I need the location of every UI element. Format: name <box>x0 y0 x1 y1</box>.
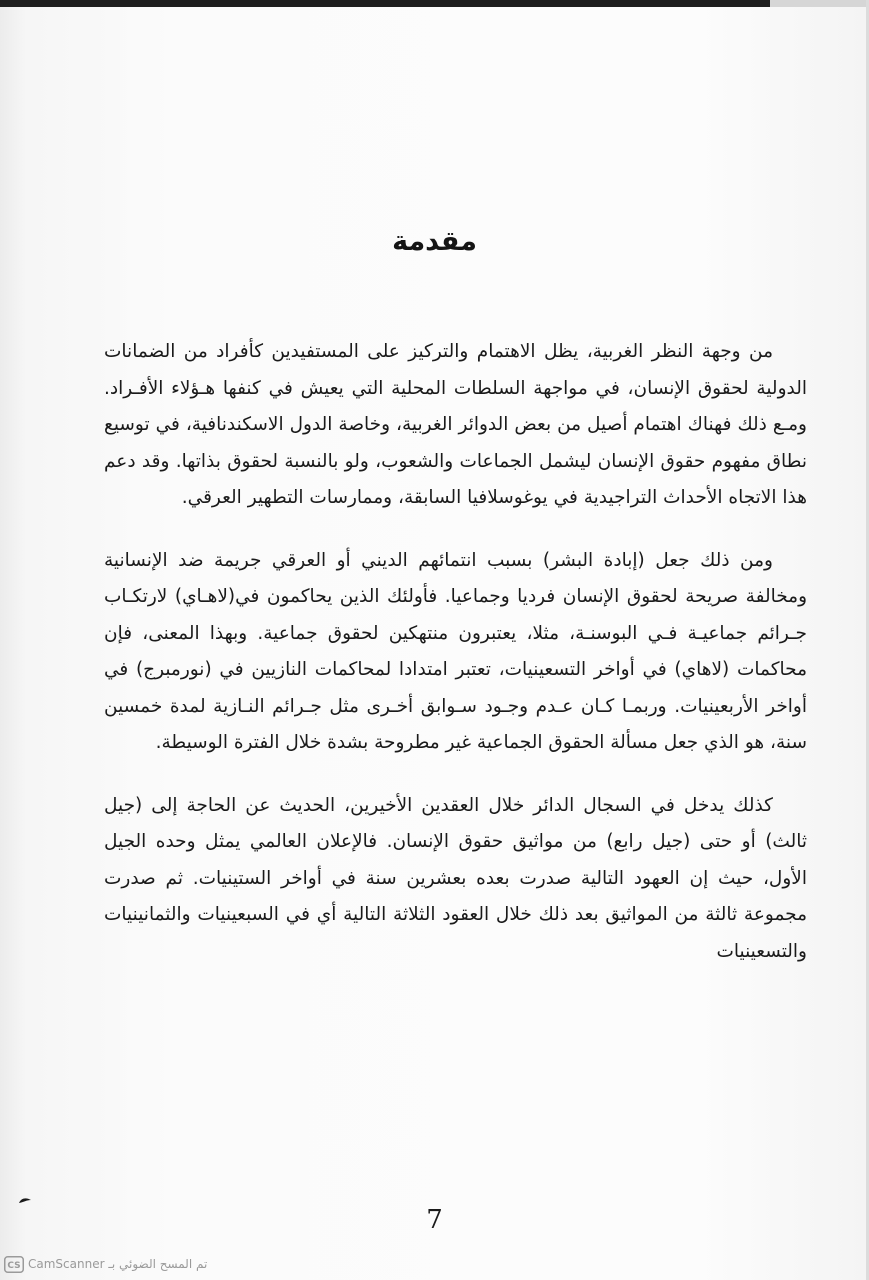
scan-top-shadow <box>0 0 770 7</box>
page-title: مقدمة <box>392 226 477 257</box>
camscanner-watermark <box>4 1253 207 1275</box>
paragraph-2: ومن ذلك جعل (إبادة البشر) بسبب انتمائهم الديني أو العرقي جريمة ضد الإنسانية ومخالفة صريحة لحقوق الإنسان فرديا وجماعيا. فأولئك الذين يحاكمون في(لاهـاي) لارتكـاب جـرائم جماعيـة فـي البوسنـة، مثلا، يعتبرون منتهكين لحقوق جماعية. وبهذا المعنى، فإن محاكمات (لاهاي) في أواخر التسعينيات، تعتبر امتدادا لمحاكمات النازيين في (نورمبرج) في أواخر الأربعينيات. وربمـا كـان عـدم وجـود سـوابق أخـرى مثل جـرائم النـازية لمدة خمسين سنة، هو الذي جعل مسألة الحقوق الجماعية غير مطروحة بشدة خلال الفترة الوسيطة. <box>104 549 807 753</box>
camscanner-logo-text: CS <box>7 1260 21 1271</box>
paragraph-3: كذلك يدخل في السجال الدائر خلال العقدين الأخيرين، الحديث عن الحاجة إلى (جيل ثالث) أو حتى (جيل رابع) من مواثيق حقوق الإنسان. فالإعلان العالمي يمثل وحده الجيل الأول، حيث إن العهود التالية صدرت بعده بعشرين سنة في أواخر الستينيات. ثم صدرت مجموعة ثالثة من المواثيق بعد ذلك خلال العقود الثلاثة التالية أي في السبعينيات والثمانينيات والتسعينيات <box>104 794 807 962</box>
watermark-text: تم المسح الضوئي بـ CamScanner <box>28 1257 208 1271</box>
ink-speck <box>18 1197 32 1205</box>
paragraph-1: من وجهة النظر الغربية، يظل الاهتمام والتركيز على المستفيدين كأفراد من الضمانات الدولية لحقوق الإنسان، في مواجهة السلطات المحلية التي يعيش في كنفها هـؤلاء الأفـراد. ومـع ذلك فهناك اهتمام أصيل من بعض الدوائر الغربية، وخاصة الدول الاسكندنافية، في توسيع نطاق مفهوم حقوق الإنسان ليشمل الجماعات والشعوب، ولو بالنسبة لحقوق بذاتها. وقد دعم هذا الاتجاه الأحداث التراجيدية في يوغوسلافيا السابقة، وممارسات التطهير العرقي. <box>104 341 807 508</box>
body-text <box>104 334 807 996</box>
camscanner-logo-icon <box>4 1256 24 1273</box>
page-number: 7 <box>426 1205 443 1235</box>
scan-top-edge <box>770 0 869 7</box>
